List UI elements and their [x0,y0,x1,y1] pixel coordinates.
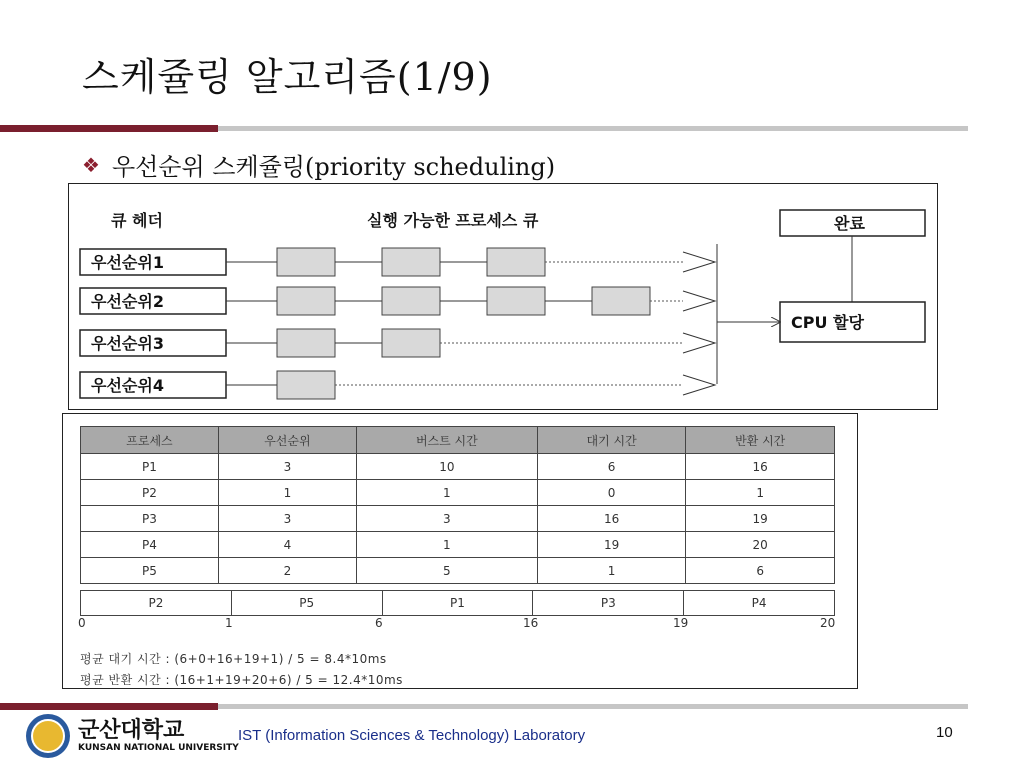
diagram-canvas [69,184,937,409]
queue-arrow [683,291,715,311]
cell: 6 [537,454,686,480]
col-turnaround: 반환 시간 [686,427,835,454]
cell: 20 [686,532,835,558]
table-row [81,454,835,480]
bullet-point [82,147,555,182]
table-row [81,532,835,558]
diamond-bullet-icon: ❖ [82,152,100,177]
process-block [382,248,440,276]
scheduling-example [62,413,858,689]
col-process: 프로세스 [81,427,219,454]
cell: 0 [537,480,686,506]
priority-queue-diagram [68,183,938,410]
queue-arrow [683,252,715,272]
gantt-tick: 19 [673,616,689,630]
cell: P3 [81,506,219,532]
cell: 1 [356,480,537,506]
cell: 1 [356,532,537,558]
process-table [80,426,835,584]
table-row [81,480,835,506]
col-wait: 대기 시간 [537,427,686,454]
gantt-slot: P3 [533,591,684,616]
col-priority: 우선순위 [218,427,356,454]
gantt-tick: 0 [78,616,86,630]
process-block [277,371,335,399]
gantt-slot: P4 [684,591,835,616]
process-block [277,248,335,276]
cell: 16 [686,454,835,480]
table-header-row [81,427,835,454]
gantt-tick: 1 [225,616,233,630]
university-logo [26,714,239,758]
table-row [81,558,835,584]
cell: P4 [81,532,219,558]
cell: 1 [218,480,356,506]
queue-arrow [683,333,715,353]
gantt-slot: P1 [382,591,533,616]
col-burst: 버스트 시간 [356,427,537,454]
process-block [277,287,335,315]
cell: 10 [356,454,537,480]
average-wait-time: 평균 대기 시간 : (6+0+16+19+1) / 5 = 8.4*10ms [80,652,387,666]
cell: 19 [537,532,686,558]
priority-label: 우선순위3 [91,334,164,353]
cell: 3 [218,506,356,532]
process-block [382,329,440,357]
queue-header-label: 큐 헤더 [111,211,163,230]
cell: 5 [356,558,537,584]
cell: P1 [81,454,219,480]
process-block [487,248,545,276]
cell: 3 [356,506,537,532]
cell: P5 [81,558,219,584]
priority-label: 우선순위4 [91,376,164,395]
complete-label: 완료 [834,214,865,233]
cell: 16 [537,506,686,532]
university-seal-icon [26,714,70,758]
gantt-row [81,591,835,616]
gantt-tick: 16 [523,616,539,630]
priority-label: 우선순위2 [91,292,164,311]
university-name-en: KUNSAN NATIONAL UNIVERSITY [78,743,239,753]
process-block [277,329,335,357]
table-row [81,506,835,532]
slide-title: 스케쥴링 알고리즘(1/9) [82,55,493,99]
cell: 3 [218,454,356,480]
cell: 4 [218,532,356,558]
average-turnaround-time: 평균 반환 시간 : (16+1+19+20+6) / 5 = 12.4*10ms [80,673,403,687]
lab-name: IST (Information Sciences & Technology) Laboratory [238,727,586,744]
gantt-slot: P5 [231,591,382,616]
runnable-queue-label: 실행 가능한 프로세스 큐 [367,211,539,230]
page-number: 10 [936,724,953,741]
priority-label: 우선순위1 [91,253,164,272]
process-block [592,287,650,315]
process-block [382,287,440,315]
cell: 6 [686,558,835,584]
queue-arrow [683,375,715,395]
cell: 2 [218,558,356,584]
gantt-chart [80,590,835,616]
title-rule [218,126,968,131]
footer-rule-accent [0,703,218,710]
title-rule-accent [0,125,218,132]
cell: 19 [686,506,835,532]
cell: 1 [686,480,835,506]
cell: P2 [81,480,219,506]
gantt-slot: P2 [81,591,232,616]
bullet-text: 우선순위 스케쥴링(priority scheduling) [111,153,556,181]
process-block [487,287,545,315]
gantt-tick: 20 [820,616,836,630]
university-name-kr: 군산대학교 [78,718,185,743]
footer-rule [218,704,968,709]
gantt-tick: 6 [375,616,383,630]
cpu-label: CPU 할당 [791,313,864,332]
cell: 1 [537,558,686,584]
priority-rows [80,248,715,399]
